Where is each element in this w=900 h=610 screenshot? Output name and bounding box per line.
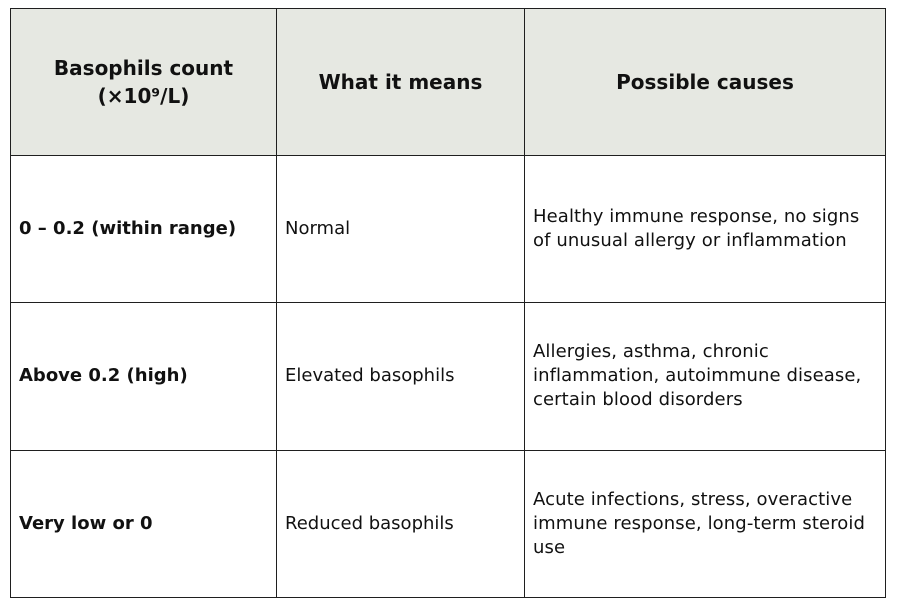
table-row [11,156,886,303]
table-row [11,303,886,450]
range-cell: 0 – 0.2 (within range) [11,156,277,303]
header-possible-causes: Possible causes [525,9,886,156]
basophils-table [10,8,886,598]
header-basophils-count [11,9,277,156]
meaning-cell: Normal [277,156,525,303]
causes-cell: Allergies, asthma, chronic inflammation, autoimmune disease, certain blood disorders [525,303,886,450]
header-basophils-count-unit: (×10⁹/L) [97,84,190,108]
header-what-it-means: What it means [277,9,525,156]
meaning-cell: Elevated basophils [277,303,525,450]
table-row [11,450,886,597]
causes-cell: Acute infections, stress, overactive immune response, long-term steroid use [525,450,886,597]
range-cell: Very low or 0 [11,450,277,597]
header-row [11,9,886,156]
header-basophils-count-label: Basophils count [53,56,234,80]
range-cell: Above 0.2 (high) [11,303,277,450]
causes-cell: Healthy immune response, no signs of unusual allergy or inflammation [525,156,886,303]
meaning-cell: Reduced basophils [277,450,525,597]
